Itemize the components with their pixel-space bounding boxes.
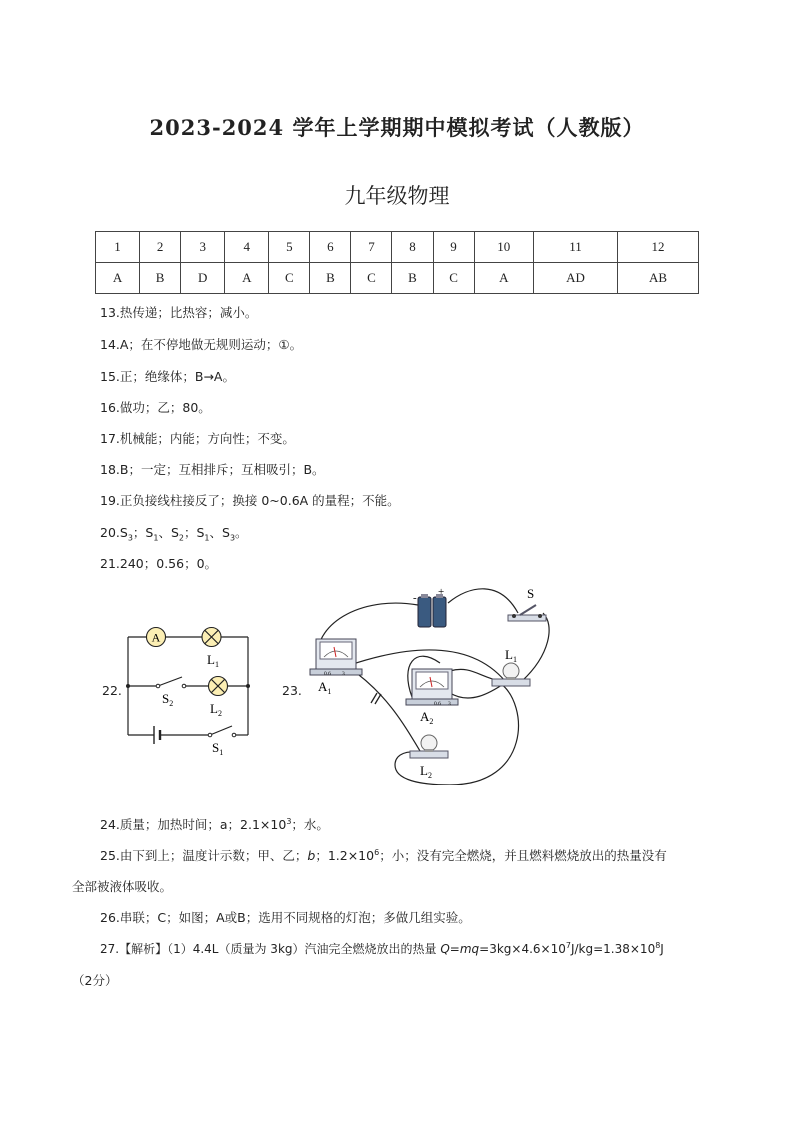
table-cell: 10 (474, 232, 533, 263)
battery-icon (418, 594, 446, 627)
answer-16: 16.做功；乙；80。 (100, 400, 211, 415)
ammeter-a1-scale: 3 (342, 671, 345, 677)
answer-26: 26.串联；C；如图；A或B；选用不同规格的灯泡；多做几组实验。 (100, 910, 471, 925)
lamp-l2-label: $L_2$ (420, 763, 432, 780)
table-cell: 6 (310, 232, 351, 263)
switch-icon (508, 605, 546, 621)
switch-s1-contact (208, 733, 212, 737)
switch-s2-label: $S_2$ (162, 691, 174, 708)
answer-25: 25.由下到上；温度计示数；甲、乙；b；$1.2\times 10^6$；小；没有完全燃烧，并且燃料燃烧放出的热量没有 (100, 847, 667, 863)
answer-20: $20.S_3$；$S_1$、$S_2$；$S_1$、$S_3$。 (100, 525, 248, 543)
table-cell: B (140, 263, 181, 294)
switch-s-label: S (527, 586, 535, 601)
table-cell: A (474, 263, 533, 294)
lamp-l1-symbol (202, 628, 221, 647)
answer-15: 15.正；绝缘体；B→A。 (100, 369, 235, 384)
table-cell: A (96, 263, 140, 294)
lamp-l2-label: $L_2$ (210, 701, 222, 718)
table-cell: 12 (617, 232, 698, 263)
switch-s2-contact (156, 684, 160, 688)
ammeter-a2-icon (406, 669, 458, 705)
table-cell: A (225, 263, 269, 294)
lamp-l1-label: $L_1$ (505, 647, 517, 664)
table-cell: 2 (140, 232, 181, 263)
table-cell: AD (533, 263, 617, 294)
figure-22-number: 22. (102, 683, 122, 698)
switch-s1-contact (232, 733, 236, 737)
ammeter-a1-label: $A_1$ (318, 679, 332, 696)
answer-25-continued: 全部被液体吸收。 (72, 879, 173, 894)
table-cell: D (181, 263, 225, 294)
figure-23-circuit-picture (300, 585, 560, 785)
battery-minus-label: - (413, 592, 417, 604)
table-cell: 8 (392, 232, 433, 263)
junction-dot (246, 684, 250, 688)
answer-14: 14.A；在不停地做无规则运动；①。 (100, 337, 303, 352)
answer-table-answers-row (96, 263, 699, 294)
answer-table-numbers-row (96, 232, 699, 263)
figure-22-circuit-diagram (120, 620, 260, 760)
table-cell: B (392, 263, 433, 294)
lamp-l1-label: $L_1$ (207, 652, 219, 669)
ammeter-label: A (151, 630, 161, 645)
table-cell: 5 (269, 232, 310, 263)
table-cell: C (433, 263, 474, 294)
lamp-l2-symbol (209, 677, 228, 696)
table-cell: 11 (533, 232, 617, 263)
ammeter-a2-scale: 0.6 (434, 701, 441, 707)
answer-table (95, 231, 699, 294)
answer-19: 19.正负接线柱接反了；换接 0~0.6A 的量程；不能。 (100, 493, 400, 508)
lamp-l2-icon (410, 735, 448, 758)
table-cell: B (310, 263, 351, 294)
answer-27: 27.【解析】（1）4.4L（质量为 3kg）汽油完全燃烧放出的热量 $Q=mq=3kg\times 4.6\times 10^7J/kg=1.38\times 10^8J$ (100, 941, 664, 956)
table-cell: 4 (225, 232, 269, 263)
answer-18: 18.B；一定；互相排斥；互相吸引；B。 (100, 462, 325, 477)
table-cell: 7 (351, 232, 392, 263)
page-subtitle: 九年级物理 (344, 184, 450, 208)
page-title: 2023-2024 学年上学期期中模拟考试（人教版） (149, 115, 645, 140)
answer-21: 21.240；0.56；0。 (100, 556, 218, 571)
table-cell: 9 (433, 232, 474, 263)
table-cell: AB (617, 263, 698, 294)
ammeter-a2-scale: 3 (448, 701, 451, 707)
lamp-l1-icon (492, 663, 530, 686)
figure-23-number: 23. (282, 683, 302, 698)
ammeter-a1-scale: 0.6 (324, 671, 331, 677)
table-cell: 1 (96, 232, 140, 263)
table-cell: 3 (181, 232, 225, 263)
table-cell: C (351, 263, 392, 294)
answer-13: 13.热传递；比热容；减小。 (100, 305, 258, 320)
switch-s2-contact (182, 684, 186, 688)
ammeter-a1-icon (310, 639, 362, 675)
ammeter-a2-label: $A_2$ (420, 709, 434, 726)
answer-27-continued: （2分） (72, 973, 118, 988)
switch-s1-label: $S_1$ (212, 740, 224, 757)
junction-dot (126, 684, 130, 688)
answer-24: 24.质量；加热时间；a；$2.1\times 10^3$；水。 (100, 816, 329, 832)
answer-17: 17.机械能；内能；方向性；不变。 (100, 431, 295, 446)
table-cell: C (269, 263, 310, 294)
battery-plus-label: + (438, 586, 445, 598)
